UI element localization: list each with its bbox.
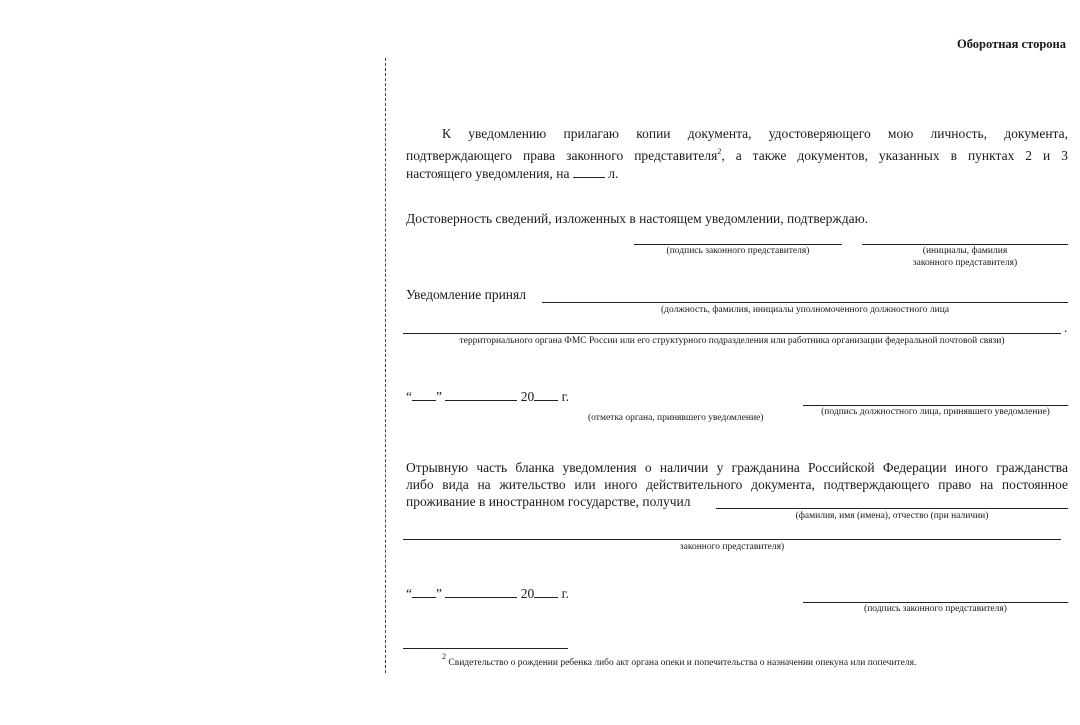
accept-date: “ ” 20 г. [406,389,570,404]
footnote [442,652,916,668]
attachment-paragraph [406,125,1068,183]
cut-line [385,58,386,673]
receipt-day-field[interactable] [412,597,436,598]
confirmation-text: Достоверность сведений, изложенных в настоящем уведомлении, подтверждаю. [406,211,869,226]
sheet-count-field[interactable] [573,177,605,178]
receiver-rep-line[interactable] [403,539,1061,540]
page-side-title: Оборотная сторона [956,37,1066,51]
receiver-sign-caption: (подпись законного представителя) [864,604,1007,614]
official-sign-line[interactable] [803,405,1068,406]
rep-signature-line[interactable] [634,244,842,245]
receipt-date: “ ” 20 г. [406,586,570,601]
official-sign-caption: (подпись должностного лица, принявшего уведомление) [821,407,1050,417]
footnote-ref: 2 [717,147,722,156]
receipt-line-2: либо вида на жительство или иного действительного документа, подтверждающего право на постоянное [406,477,1068,492]
receiver-name-line[interactable] [716,508,1068,509]
rep-initials-line[interactable] [862,244,1068,245]
org-line[interactable] [403,333,1061,334]
rep-signature-caption: (подпись законного представителя) [666,246,810,256]
footnote-text: Свидетельство о рождении ребенка либо акт органа опеки и попечительства о назначении опекуна или попечителя. [446,658,917,668]
receipt-month-field[interactable] [445,597,517,598]
accept-day-field[interactable] [412,400,436,401]
rep-initials-caption-1: (инициалы, фамилия [922,246,1008,256]
receipt-line-3: проживание в иностранном государстве, получил [406,494,691,509]
accept-month-field[interactable] [445,400,517,401]
receipt-line-1: Отрывную часть бланка уведомления о наличии у гражданина Российской Федерации иного гражданства [406,460,1068,475]
accepted-label: Уведомление принял [406,287,526,302]
stamp-caption: (отметка органа, принявшего уведомление) [588,413,764,423]
receipt-year-field[interactable] [534,597,558,598]
footnote-separator [403,648,568,649]
receipt-paragraph [406,459,1068,510]
receiver-name-caption: (фамилия, имя (имена), отчество (при наличии) [795,511,989,521]
attachment-line-2: подтверждающего права законного представителя$^2$, а также документов, указанных в пунктах 2 и 3 [406,147,1068,163]
official-line[interactable] [542,302,1068,303]
official-caption: (должность, фамилия, инициалы уполномоченного должностного лица [660,305,950,315]
attachment-line-1: К уведомлению прилагаю копии документа, удостоверяющего мою личность, документа, [442,126,1068,141]
footnote-marker: 2 [442,652,446,661]
org-line-period: . [1064,320,1068,335]
rep-initials-caption-2: законного представителя) [912,258,1018,268]
receiver-sign-line[interactable] [803,602,1068,603]
org-caption: территориального органа ФМС России или его структурного подразделения или работника организации федеральной почтовой связи) [459,336,1005,346]
attachment-line-3: настоящего уведомления, на л. [406,166,619,181]
accept-year-field[interactable] [534,400,558,401]
receiver-rep-caption: законного представителя) [679,542,785,552]
